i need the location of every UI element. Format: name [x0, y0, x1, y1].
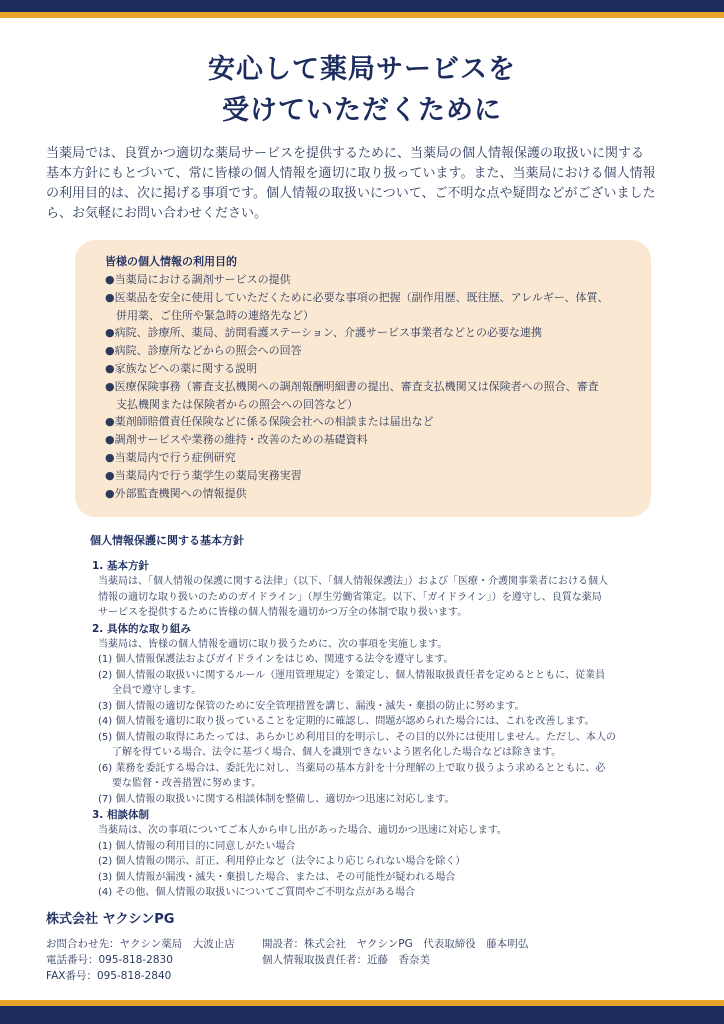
policy-sec3-list [90, 839, 650, 901]
purpose-item-line: ●当薬局内で行う薬学生の薬局実務実習 [105, 468, 302, 482]
policy-title: 個人情報保護に関する基本方針 [90, 534, 244, 547]
policy-sec3-item: (4) その他、個人情報の取扱いについてご質問やご不明な点がある場合 [98, 887, 416, 898]
policy-sec2-item [90, 730, 650, 761]
policy-sec2-item [90, 792, 650, 808]
purpose-item [105, 360, 645, 378]
purpose-item-line: ●外部監査機関への情報提供 [105, 486, 247, 500]
policy-section [90, 532, 650, 901]
purpose-item [105, 413, 645, 431]
policy-sec3-lead [90, 823, 650, 839]
policy-sec2-item-cont: 要な監督・改善措置に努めます。 [112, 778, 262, 789]
policy-sec2-item-cont: 全員で遵守します。 [112, 685, 202, 696]
policy-sec2-item-line: (4) 個人情報を適切に取り扱っていることを定期的に確認し、問題が認められた場合には、これを改善します。 [98, 716, 595, 727]
policy-sec2-item-line: (3) 個人情報の適切な保管のために安全管理措置を講じ、漏洩・滅失・棄損の防止に努めます。 [98, 700, 525, 712]
policy-sec2-item-line: (2) 個人情報の取扱いに関するルール（運用管理規定）を策定し、個人情報取扱責任者を定めるとともに、従業員 [98, 669, 606, 681]
phone-number: 電話番号：095-818-2830 [46, 954, 173, 966]
policy-sec1-line: サービスを提供するために皆様の個人情報を適切かつ万全の体制で取り扱います。 [98, 607, 468, 618]
policy-sec1-line: 情報の適切な取り扱いのためのガイドライン」（厚生労働省策定。以下、「ガイドライン」）を遵守し、良質な薬局 [98, 591, 602, 603]
purpose-item [105, 378, 645, 414]
purpose-item-line: ●調剤サービスや業務の維持・改善のための基礎資料 [105, 433, 368, 447]
purpose-item-cont: 併用薬、ご住所や緊急時の連絡先など） [116, 308, 314, 322]
page-title-line2: 受けていただくために [222, 95, 502, 126]
policy-sec2-item [90, 699, 650, 715]
policy-sec2-lead [90, 637, 650, 653]
policy-sec2-item [90, 668, 650, 699]
page-title-line1: 安心して薬局サービスを [208, 54, 516, 85]
policy-sec2-lead-text: 当薬局は、皆様の個人情報を適切に取り扱うために、次の事項を実施します。 [98, 638, 448, 650]
policy-sec2-item-line: (7) 個人情報の取扱いに関する相談体制を整備し、適切かつ迅速に対応します。 [98, 793, 455, 805]
purpose-item [105, 467, 645, 485]
company-name: 株式会社 ヤクシンPG [46, 912, 175, 927]
purpose-item-line: ●病院、診療所、薬局、訪問看護ステーション、介護サービス事業者などとの必要な連携 [105, 326, 543, 340]
purpose-box [75, 240, 651, 517]
intro-line: ら、お気軽にお問い合わせください。 [46, 206, 268, 221]
purpose-item [105, 485, 645, 503]
policy-sec1-heading: 1. 基本方針 [92, 560, 149, 572]
policy-sec2-item [90, 652, 650, 668]
policy-sec1-body [90, 574, 650, 621]
policy-sec2-heading: 2. 具体的な取り組み [92, 622, 191, 635]
top-gold-band [0, 12, 724, 18]
purpose-item-line: ●当薬局における調剤サービスの提供 [105, 273, 291, 286]
policy-sec1-line: 当薬局は、「個人情報の保護に関する法律」（以下、「個人情報保護法」）および「医療・介護関事業者における個人 [98, 576, 608, 587]
policy-sec2-item-line: (6) 業務を委託する場合は、委託先に対し、当薬局の基本方針を十分理解の上で取り扱うよう求めるとともに、必 [98, 762, 606, 774]
fax-number: FAX番号：095-818-2840 [46, 970, 172, 982]
intro-line: の利用目的は、次に掲げる事項です。個人情報の取扱いについて、ご不明な点や疑問などがございました [46, 186, 656, 201]
contact-info [46, 936, 235, 984]
purpose-item-line: ●病院、診療所などからの照会への回答 [105, 344, 302, 358]
purpose-item-line: ●当薬局内で行う症例研究 [105, 450, 236, 464]
intro-paragraph [46, 144, 682, 224]
operator-line: 開設者：株式会社 ヤクシンPG 代表取締役 藤本明弘 [262, 938, 529, 950]
purpose-item-cont: 支払機関または保険者からの照会への回答など） [116, 397, 358, 411]
policy-sec3-item: (2) 個人情報の開示、訂正、利用停止など（法令により応じられない場合を除く） [98, 856, 466, 867]
purpose-item [105, 324, 645, 342]
policy-sec3-lead-text: 当薬局は、次の事項についてご本人から申し出があった場合、適切かつ迅速に対応します。 [98, 825, 507, 836]
purpose-item [105, 289, 645, 325]
bottom-navy-band [0, 1006, 724, 1024]
policy-sec2-list [90, 652, 650, 807]
purpose-item [105, 449, 645, 467]
policy-sec2-item-line: (1) 個人情報保護法およびガイドラインをはじめ、関連する法令を遵守します。 [98, 654, 454, 665]
policy-sec2-item [90, 761, 650, 792]
privacy-officer-line: 個人情報取扱責任者：近藤 香奈美 [262, 954, 430, 966]
policy-sec2-item-cont: 了解を得ている場合、法令に基づく場合、個人を識別できないよう匿名化した場合などは除きます。 [112, 747, 562, 758]
intro-line: 当薬局では、良質かつ適切な薬局サービスを提供するために、当薬局の個人情報保護の取扱いに関する [46, 146, 645, 161]
policy-sec2-item [90, 714, 650, 730]
policy-sec3-item: (1) 個人情報の利用目的に同意しがたい場合 [98, 840, 296, 852]
policy-sec3-heading: 3. 相談体制 [92, 809, 149, 821]
operator-info [262, 936, 528, 968]
top-navy-band [0, 0, 724, 12]
purpose-item [105, 342, 645, 360]
purpose-item-line: ●家族などへの薬に関する説明 [105, 361, 258, 375]
contact-line: お問合わせ先：ヤクシン薬局 大波止店 [46, 938, 235, 950]
purpose-item [105, 431, 645, 449]
intro-line: 基本方針にもとづいて、常に皆様の個人情報を適切に取り扱っています。また、当薬局における個人情報 [46, 166, 656, 181]
purpose-item-line: ●医薬品を安全に使用していただくために必要な事項の把握（副作用歴、既往歴、アレルギー、体質、 [105, 290, 609, 304]
purpose-list [105, 271, 645, 502]
purpose-item [105, 271, 645, 289]
policy-sec3-item: (3) 個人情報が漏洩・滅失・棄損した場合、または、その可能性が疑われる場合 [98, 871, 456, 883]
purpose-item-line: ●医療保険事務（審査支払機関への調剤報酬明細書の提出、審査支払機関又は保険者への照合、審査 [105, 379, 599, 393]
policy-sec2-item-line: (5) 個人情報の取得にあたっては、あらかじめ利用目的を明示し、その目的以外には使用しません。ただし、本人の [98, 731, 616, 743]
purpose-item-line: ●薬剤師賠償責任保険などに係る保険会社への相談または届出など [105, 415, 434, 429]
purpose-title: 皆様の個人情報の利用目的 [105, 255, 237, 268]
